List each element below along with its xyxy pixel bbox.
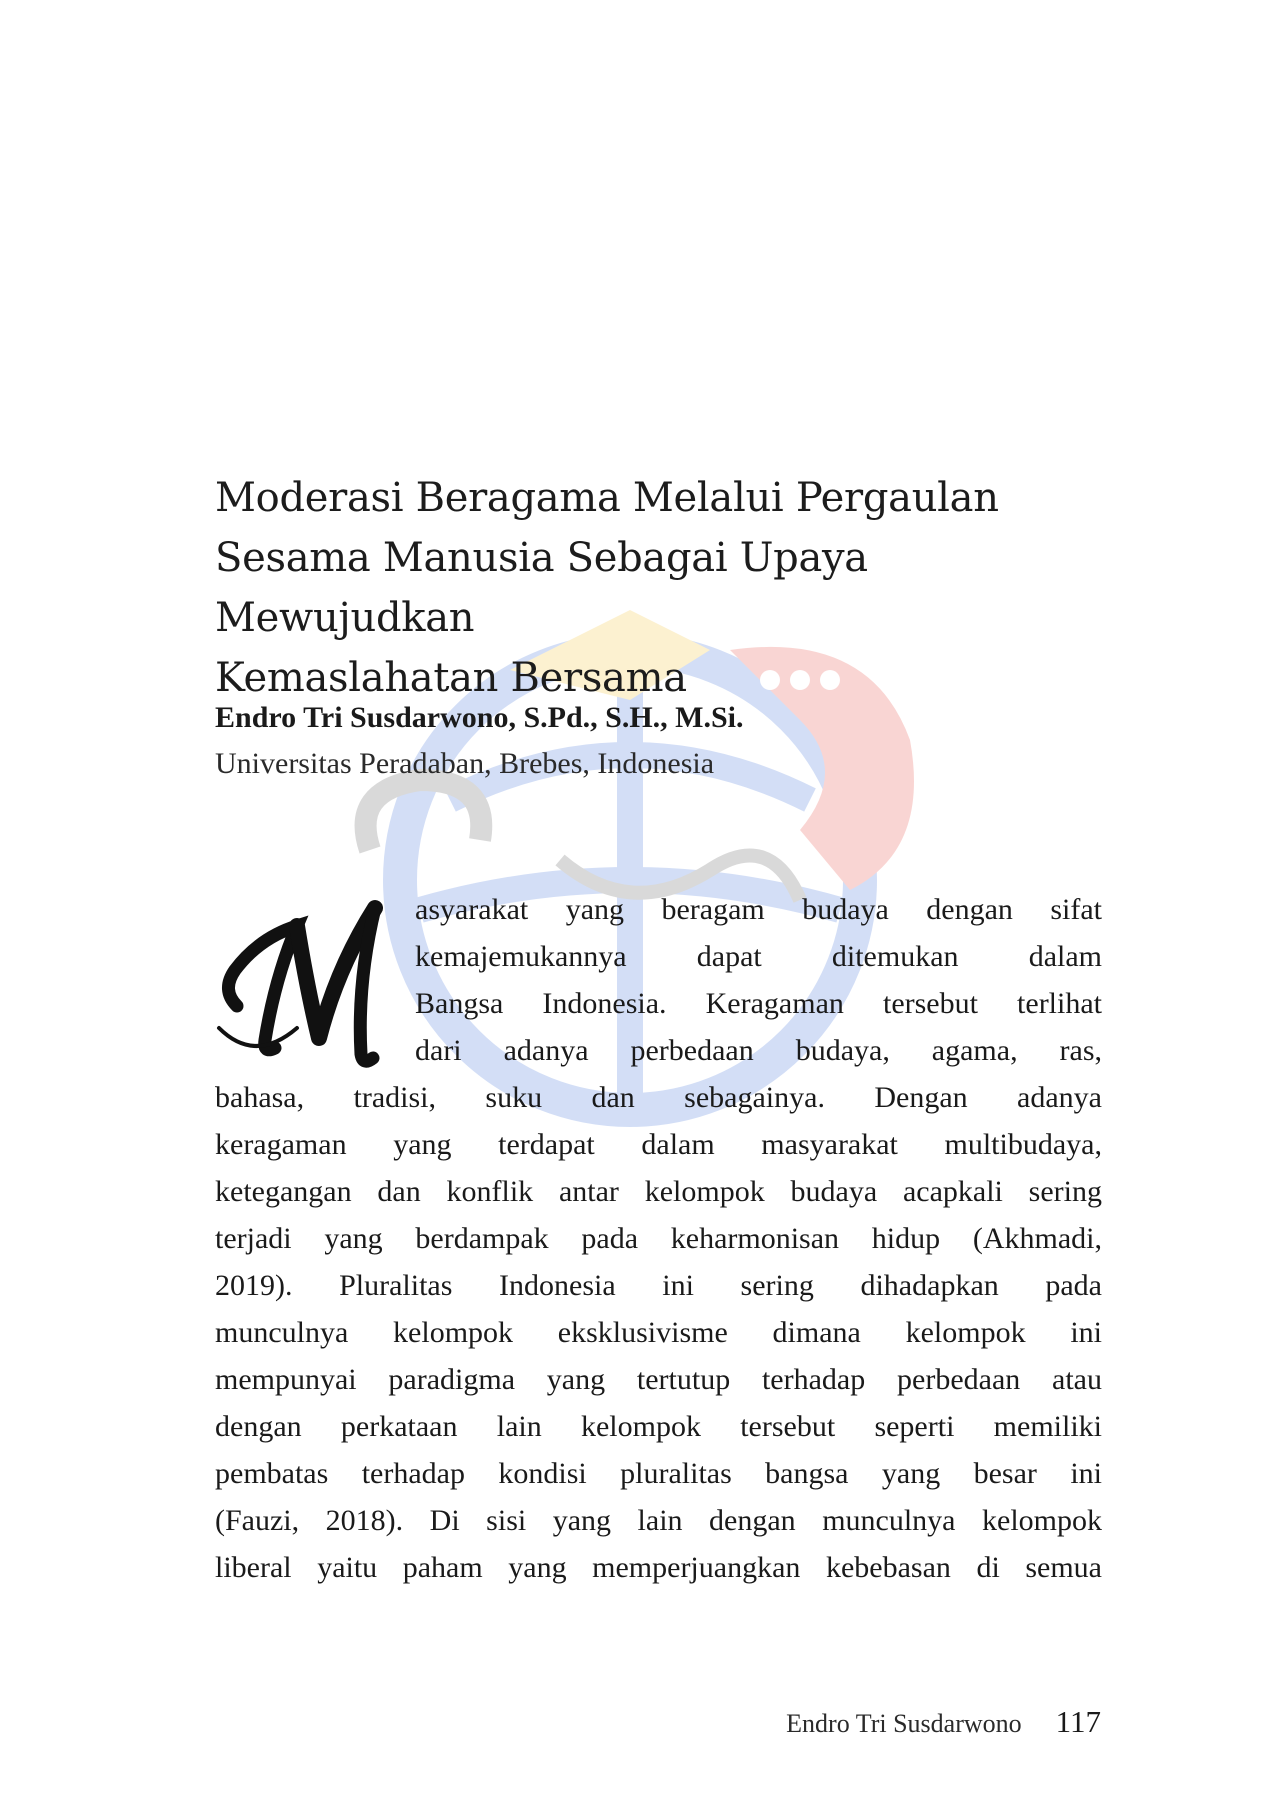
text-line: mempunyai paradigma yang tertutup terhadap perbedaan atau <box>215 1363 1102 1396</box>
author-name: Endro Tri Susdarwono, S.Pd., S.H., M.Si. <box>215 701 744 734</box>
chapter-title <box>215 468 1115 708</box>
running-head-author: Endro Tri Susdarwono <box>786 1709 1022 1738</box>
text-line: liberal yaitu paham yang memperjuangkan kebebasan di semua <box>215 1551 1102 1584</box>
text-line: kemajemukannya dapat ditemukan dalam <box>415 940 1102 973</box>
page-footer <box>786 1704 1101 1740</box>
title-line: Kemaslahatan Bersama <box>215 655 687 701</box>
text-line: bahasa, tradisi, suku dan sebagainya. Dengan adanya <box>215 1081 1102 1114</box>
text-line: (Fauzi, 2018). Di sisi yang lain dengan munculnya kelompok <box>215 1504 1102 1537</box>
text-line: dari adanya perbedaan budaya, agama, ras, <box>415 1034 1102 1067</box>
body-paragraph <box>215 886 1102 1591</box>
author-affiliation: Universitas Peradaban, Brebes, Indonesia <box>215 747 715 780</box>
title-line: Sesama Manusia Sebagai Upaya Mewujudkan <box>215 535 868 641</box>
text-line: 2019). Pluralitas Indonesia ini sering dihadapkan pada <box>215 1269 1102 1302</box>
text-line: dengan perkataan lain kelompok tersebut seperti memiliki <box>215 1410 1102 1443</box>
page-number: 117 <box>1055 1704 1101 1739</box>
text-line: Bangsa Indonesia. Keragaman tersebut terlihat <box>415 987 1102 1020</box>
text-line: asyarakat yang beragam budaya dengan sifat <box>415 893 1102 926</box>
text-line: terjadi yang berdampak pada keharmonisan hidup (Akhmadi, <box>215 1222 1102 1255</box>
text-line: keragaman yang terdapat dalam masyarakat multibudaya, <box>215 1128 1102 1161</box>
title-line: Moderasi Beragama Melalui Pergaulan <box>215 475 999 521</box>
text-line: munculnya kelompok eksklusivisme dimana kelompok ini <box>215 1316 1102 1349</box>
text-line: pembatas terhadap kondisi pluralitas bangsa yang besar ini <box>215 1457 1102 1490</box>
text-line: ketegangan dan konflik antar kelompok budaya acapkali sering <box>215 1175 1102 1208</box>
